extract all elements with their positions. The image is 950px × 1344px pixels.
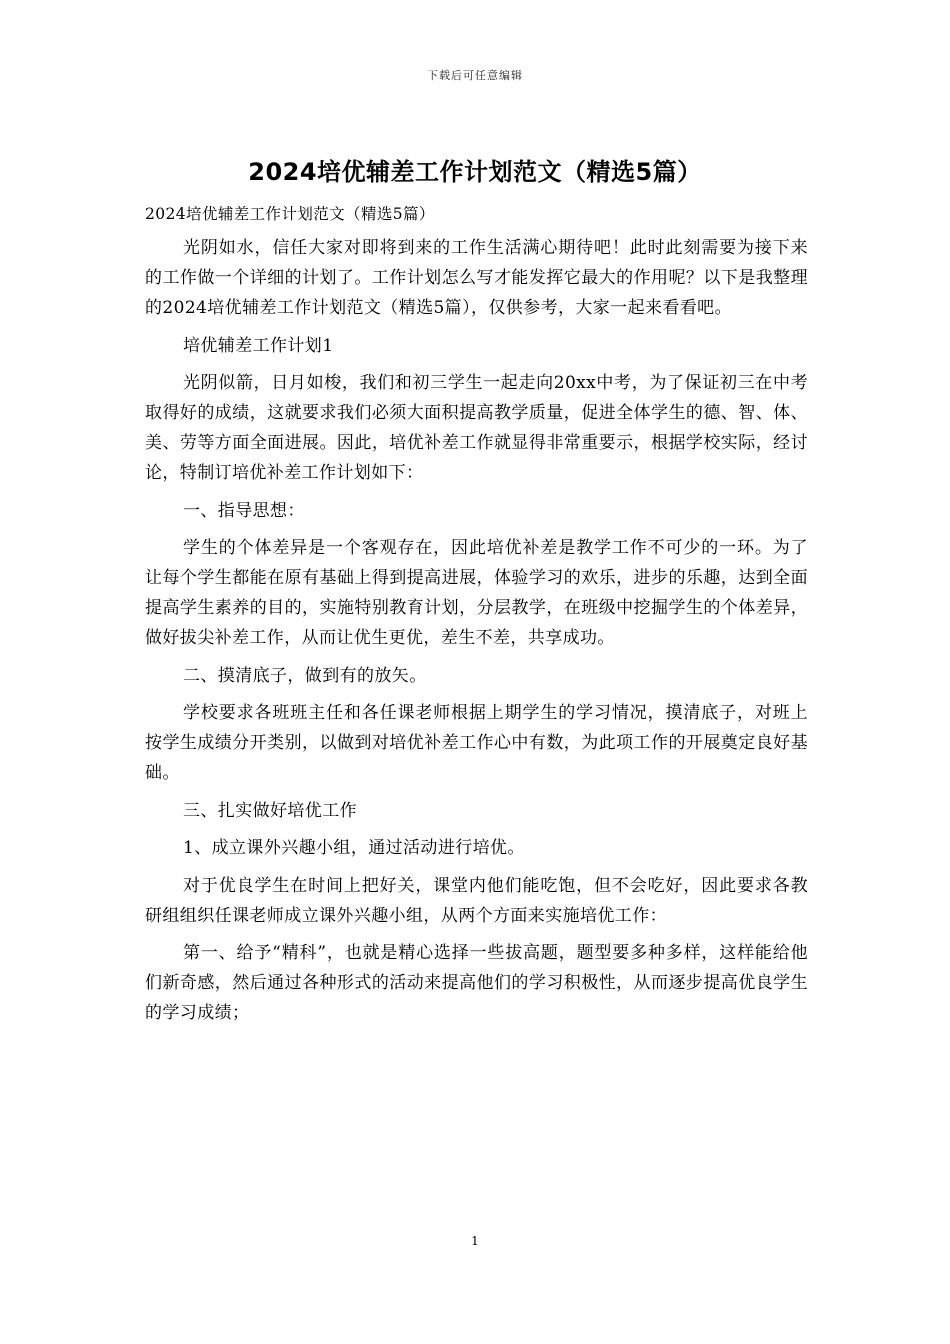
- intro-paragraph: 光阴如水，信任大家对即将到来的工作生活满心期待吧！此时此刻需要为接下来的工作做一个详细的计划了。工作计划怎么写才能发挥它最大的作用呢？以下是我整理的2024培优辅差工作计划范文（精选5篇），仅供参考，大家一起来看看吧。: [145, 238, 808, 318]
- document-body: [145, 199, 808, 1036]
- body-paragraph: 光阴似箭，日月如梭，我们和初三学生一起走向20xx中考，为了保证初三在中考取得好的成绩，这就要求我们必须大面积提高教学质量，促进全体学生的德、智、体、美、劳等方面全面进展。因此，培优补差工作就显得非常重要示，根据学校实际，经讨论，特制订培优补差工作计划如下：: [145, 373, 808, 483]
- document-subtitle: 2024培优辅差工作计划范文（精选5篇）: [145, 205, 435, 223]
- section-heading-know-basics: 二、摸清底子，做到有的放矢。: [183, 665, 427, 686]
- body-paragraph: 学校要求各班班主任和各任课老师根据上期学生的学习情况，摸清底子，对班上按学生成绩分开类别，以做到对培优补差工作心中有数，为此项工作的开展奠定良好基础。: [145, 703, 808, 783]
- section-heading-excellence-work: 三、扎实做好培优工作: [183, 800, 357, 821]
- section-heading-plan-1: 培优辅差工作计划1: [183, 335, 334, 356]
- page-number: 1: [471, 1234, 479, 1248]
- header-note: 下载后可任意编辑: [427, 69, 523, 82]
- body-paragraph: 第一、给予“精科”，也就是精心选择一些拔高题，题型要多种多样，这样能给他们新奇感，然后通过各种形式的活动来提高他们的学习积极性，从而逐步提高优良学生的学习成绩；: [145, 943, 808, 1023]
- section-heading-guiding-idea: 一、指导思想：: [183, 500, 305, 521]
- list-item: 1、成立课外兴趣小组，通过活动进行培优。: [183, 838, 525, 858]
- body-paragraph: 学生的个体差异是一个客观存在，因此培优补差是教学工作不可少的一环。为了让每个学生都能在原有基础上得到提高进展，体验学习的欢乐，进步的乐趣，达到全面提高学生素养的目的，实施特别教育计划，分层教学，在班级中挖掘学生的个体差异，做好拔尖补差工作，从而让优生更优，差生不差，共享成功。: [145, 538, 808, 648]
- document-title: 2024培优辅差工作计划范文（精选5篇）: [248, 158, 702, 186]
- body-paragraph: 对于优良学生在时间上把好关，课堂内他们能吃饱，但不会吃好，因此要求各教研组组织任课老师成立课外兴趣小组，从两个方面来实施培优工作：: [145, 875, 808, 926]
